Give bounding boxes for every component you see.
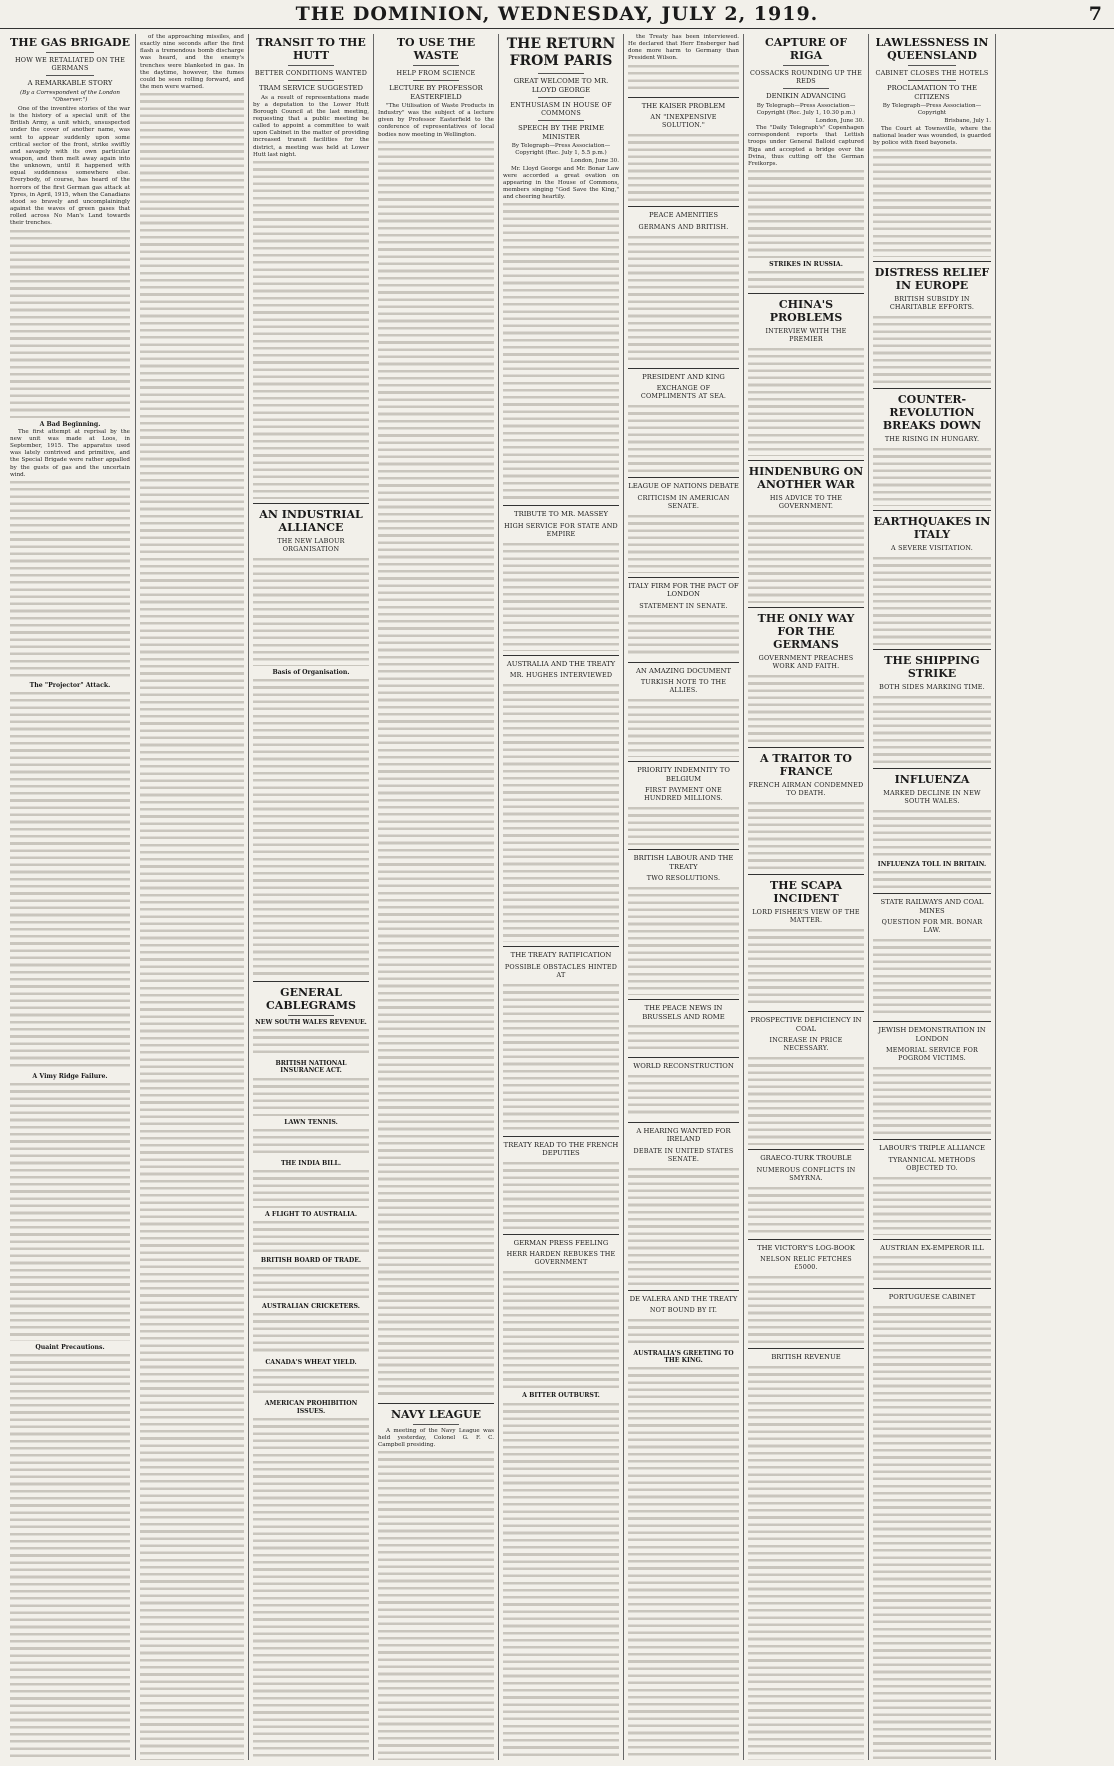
subheadline: SPEECH BY THE PRIME MINISTER — [518, 124, 604, 141]
headline: BRITISH LABOUR AND THE TREATY — [633, 854, 734, 871]
column-return-from-paris — [503, 34, 619, 1760]
page-number: 7 — [1088, 3, 1102, 25]
subheadline: CRITICISM IN AMERICAN SENATE. — [637, 493, 730, 510]
subheadline: NUMEROUS CONFLICTS IN SMYRNA. — [756, 1165, 856, 1182]
subheadline: LORD FISHER'S VIEW OF THE MATTER. — [752, 908, 860, 925]
column-rule — [743, 34, 744, 1760]
subheadline: CABINET CLOSES THE HOTELS — [875, 69, 989, 77]
subheadline: COSSACKS ROUNDING UP THE REDS — [750, 69, 862, 85]
headline: A HEARING WANTED FOR IRELAND — [636, 1126, 731, 1144]
subheadline: FIRST PAYMENT ONE HUNDRED MILLIONS. — [644, 786, 723, 803]
subheadline: TRAM SERVICE SUGGESTED — [259, 84, 363, 92]
cable-item: NEW SOUTH WALES REVENUE. — [255, 1019, 367, 1027]
column-rule — [498, 34, 499, 1760]
subheadline: GOVERNMENT PREACHES WORK AND FAITH. — [758, 654, 854, 671]
subheadline: LECTURE BY PROFESSOR EASTERFIELD — [389, 84, 483, 101]
subheadline: THE NEW LABOUR ORGANISATION — [277, 536, 345, 553]
subheadline: FRENCH AIRMAN CONDEMNED TO DEATH. — [748, 781, 864, 798]
article-body: The first attempt at reprisal by the new unit was made at Loos, in September, 1915. The apparatus used was lately contrived and primitive, and the Special Brigade were rather appalled by the gusts of gas and the uncertain wind. — [10, 428, 130, 478]
headline: TO USE THE WASTE — [396, 36, 476, 62]
subheadline: HOW WE RETALIATED ON THE GERMANS — [15, 56, 125, 72]
subheadline: ENTHUSIASM IN HOUSE OF COMMONS — [510, 101, 612, 117]
headline: PROSPECTIVE DEFICIENCY IN COAL — [750, 1016, 862, 1033]
headline: THE TREATY RATIFICATION — [510, 951, 612, 960]
subheadline: TURKISH NOTE TO THE ALLIES. — [640, 678, 727, 695]
subheadline: NELSON RELIC FETCHES £5000. — [760, 1255, 852, 1272]
headline: TREATY READ TO THE FRENCH DEPUTIES — [503, 1140, 619, 1158]
column-transit-hutt — [253, 34, 369, 1760]
headline: ITALY FIRM FOR THE PACT OF LONDON — [628, 581, 739, 599]
cable-item: A FLIGHT TO AUSTRALIA. — [264, 1210, 358, 1218]
article-body: of the approaching missiles, and exactly nine seconds after the first flash a tremendous bomb discharge was heard, and the enemy's trenches were blanketed in gas. In the daytime, however, the fumes could be seen rolling forward, and the men were warned. — [140, 34, 244, 91]
article-body: As a result of representations made by a deputation to the Lower Hutt Borough Council at the last meeting, requesting that a public meeting be called to appoint a committee to wait upon Cabinet in the matter of providing increased transit facilities for the district, a meeting was held at Lower Hutt last night. — [253, 94, 369, 158]
column-capture-of-riga — [748, 34, 864, 1760]
cable-item: LAWN TENNIS. — [284, 1118, 338, 1126]
section-heading: A Vimy Ridge Failure. — [32, 1072, 108, 1080]
cable-item: BRITISH NATIONAL INSURANCE ACT. — [275, 1060, 347, 1075]
headline: A TRAITOR TO FRANCE — [760, 752, 852, 779]
headline: GERMAN PRESS FEELING — [513, 1238, 609, 1247]
cable-item: AMERICAN PROHIBITION ISSUES. — [264, 1400, 358, 1415]
subheadline: MARKED DECLINE IN NEW SOUTH WALES. — [883, 789, 981, 806]
headline: LAWLESSNESS IN QUEENSLAND — [875, 36, 989, 62]
column-rule — [868, 34, 869, 1760]
subheadline: HIGH SERVICE FOR STATE AND EMPIRE — [504, 521, 618, 538]
headline: LABOUR'S TRIPLE ALLIANCE — [879, 1144, 985, 1153]
headline: CHINA'S PROBLEMS — [769, 298, 843, 325]
article-body: The "Daily Telegraph's" Copenhagen correspondent reports that Lettish troops under General Balloid captured Riga and accepted a bridge over the Dvina, thus cutting off the German Freikorps. — [748, 125, 864, 167]
headline: INFLUENZA — [894, 773, 970, 787]
headline: THE SCAPA INCIDENT — [769, 879, 843, 906]
subheadline: DEBATE IN UNITED STATES SENATE. — [633, 1146, 734, 1163]
subheadline: BRITISH SUBSIDY IN CHARITABLE EFFORTS. — [889, 295, 975, 312]
cable-item: AUSTRALIAN CRICKETERS. — [262, 1303, 360, 1311]
column-gas-brigade — [10, 34, 130, 1760]
subheadline: BOTH SIDES MARKING TIME. — [879, 683, 985, 692]
subheadline: HELP FROM SCIENCE — [396, 69, 476, 77]
headline: PEACE AMENITIES — [648, 211, 719, 220]
subheadline: QUESTION FOR MR. BONAR LAW. — [881, 918, 983, 935]
cable-item: BRITISH BOARD OF TRADE. — [260, 1257, 362, 1264]
headline: PRESIDENT AND KING — [642, 372, 725, 381]
dateline: By Telegraph—Press Association—Copyright (Rec. July 1, 10.30 p.m.) — [756, 102, 856, 116]
headline: GRAECO-TURK TROUBLE — [760, 1154, 852, 1163]
article-body: Mr. Lloyd George and Mr. Bonar Law were accorded a great ovation on appearing in the House of Commons, members singing "God Save the King," and cheering heartily. — [503, 165, 619, 201]
headline: AUSTRALIA AND THE TREATY — [506, 659, 616, 668]
place-date: Brisbane, July 1. — [944, 118, 991, 125]
headline: PORTUGUESE CABINET — [888, 1293, 976, 1302]
headline: NAVY LEAGUE — [390, 1407, 482, 1421]
column-rule — [248, 34, 249, 1760]
headline: BRITISH REVENUE — [771, 1353, 841, 1362]
subheadline: A SEVERE VISITATION. — [891, 544, 973, 553]
section-heading: AUSTRALIA'S GREETING TO THE KING. — [633, 1350, 734, 1365]
section-heading: A Bad Beginning. — [39, 420, 101, 428]
article-body: A meeting of the Navy League was held yesterday, Colonel G. F. C. Campbell presiding. — [378, 1427, 494, 1449]
byline: (By a Correspondent of the London "Observer.") — [20, 89, 120, 103]
section-heading: STRIKES IN RUSSIA. — [769, 261, 843, 269]
headline: PRIORITY INDEMNITY TO BELGIUM — [637, 766, 730, 783]
headline: THE VICTORY'S LOG-BOOK — [757, 1243, 855, 1252]
masthead-title: THE DOMINION, WEDNESDAY, JULY 2, 1919. — [295, 3, 819, 25]
subheadline: EXCHANGE OF COMPLIMENTS AT SEA. — [640, 384, 727, 401]
subheadline: STATEMENT IN SENATE. — [639, 601, 728, 610]
section-heading: A BITTER OUTBURST. — [522, 1392, 600, 1400]
subheadline: INTERVIEW WITH THE PREMIER — [765, 327, 847, 344]
subheadline: TWO RESOLUTIONS. — [646, 874, 721, 883]
place-date: London, June 30. — [570, 158, 619, 165]
subheadline: BETTER CONDITIONS WANTED — [254, 69, 368, 77]
headline: COUNTER-REVOLUTION BREAKS DOWN — [882, 393, 982, 433]
column-gas-brigade-continued — [140, 34, 244, 1760]
column-peace-news — [628, 34, 739, 1760]
headline: TRIBUTE TO MR. MASSEY — [514, 510, 608, 519]
column-use-the-waste — [378, 34, 494, 1760]
subheadline: MEMORIAL SERVICE FOR POGROM VICTIMS. — [885, 1046, 979, 1063]
column-rule — [135, 34, 136, 1760]
subheadline: A REMARKABLE STORY — [27, 79, 113, 87]
subheadline: GREAT WELCOME TO MR. LLOYD GEORGE — [513, 77, 609, 94]
headline: THE GAS BRIGADE — [10, 36, 130, 49]
headline: CAPTURE OF RIGA — [764, 36, 848, 62]
dateline: By Telegraph—Press Association—Copyright — [882, 103, 982, 117]
headline: AN AMAZING DOCUMENT — [635, 666, 732, 675]
dateline: By Telegraph—Press Association—Copyright (Rec. July 1, 5.5 p.m.) — [511, 143, 611, 157]
subheadline: THE RISING IN HUNGARY. — [884, 435, 980, 444]
subheadline: HIS ADVICE TO THE GOVERNMENT. — [769, 494, 843, 511]
subheadline: DENIKIN ADVANCING — [766, 92, 846, 100]
subheadline: AN "INEXPENSIVE SOLUTION." — [650, 113, 717, 130]
column-rule — [623, 34, 624, 1760]
headline: STATE RAILWAYS AND COAL MINES — [880, 898, 984, 915]
section-heading: The "Projector" Attack. — [29, 681, 111, 689]
subheadline: GERMANS AND BRITISH. — [638, 222, 729, 231]
place-date: London, June 30. — [815, 117, 864, 124]
headline: GENERAL CABLEGRAMS — [266, 986, 356, 1013]
cable-item: CANADA'S WHEAT YIELD. — [265, 1359, 357, 1367]
headline: TRANSIT TO THE HUTT — [256, 36, 366, 62]
column-rule — [995, 34, 996, 1760]
cable-item: THE INDIA BILL. — [280, 1159, 342, 1167]
article-body: "The Utilisation of Waste Products in Industry" was the subject of a lecture given by Professor Easterfield to the conference of representatives of local bodies now meeting in Wellington. — [378, 103, 494, 138]
subheadline: TYRANNICAL METHODS OBJECTED TO. — [888, 1155, 976, 1172]
subheadline: HERR HARDEN REBUKES THE GOVERNMENT — [506, 1250, 616, 1267]
headline: THE ONLY WAY FOR THE GERMANS — [757, 612, 855, 652]
headline: AUSTRIAN EX-EMPEROR ILL — [880, 1243, 984, 1252]
subheadline: MR. HUGHES INTERVIEWED — [509, 671, 613, 680]
headline: LEAGUE OF NATIONS DEBATE — [628, 482, 739, 491]
column-queensland — [873, 34, 991, 1760]
headline: DE VALERA AND THE TREATY — [629, 1294, 738, 1303]
article-body: The Court at Townsville, where the national leader was wounded, is guarded by police with fixed bayonets. — [873, 125, 991, 146]
headline: THE SHIPPING STRIKE — [884, 654, 980, 681]
subheadline: PROCLAMATION TO THE CITIZENS — [887, 84, 977, 101]
headline: WORLD RECONSTRUCTION — [633, 1062, 734, 1071]
headline: HINDENBURG ON ANOTHER WAR — [748, 465, 864, 492]
headline: AN INDUSTRIAL ALLIANCE — [259, 507, 363, 534]
headline: THE PEACE NEWS IN BRUSSELS AND ROME — [642, 1004, 725, 1021]
article-body: the Treaty has been interviewed. He declared that Herr Ensberger had done more harm to Germany than President Wilson. — [628, 34, 739, 62]
subheadline: INCREASE IN PRICE NECESSARY. — [769, 1036, 843, 1053]
masthead — [0, 0, 1114, 29]
section-heading: Basis of Organisation. — [272, 668, 350, 676]
subheadline: NOT BOUND BY IT. — [649, 1306, 718, 1315]
section-heading: Quaint Precautions. — [35, 1344, 105, 1352]
subheadline: POSSIBLE OBSTACLES HINTED AT — [504, 962, 618, 979]
section-heading: INFLUENZA TOLL IN BRITAIN. — [877, 861, 987, 869]
headline: THE RETURN FROM PARIS — [506, 36, 616, 69]
headline: DISTRESS RELIEF IN EUROPE — [874, 266, 990, 293]
column-rule — [373, 34, 374, 1760]
article-body: One of the inventive stories of the war is the history of a special unit of the British Army, a unit which, unsuspected under the cover of another name, was sent to appear suddenly upon some critical sector of the front, strike swiftly and savagely with its own particular weapon, and then melt away again into the unknown, until it happened with equal suddenness somewhere else. Everybody, of course, has heard of the horrors of the first German gas attack at Ypres, in April, 1915, when the Canadians stood so bravely and uncomplainingly against the waves of green gases that rolled across No Man's Land towards their trenches. — [10, 105, 130, 227]
headline: JEWISH DEMONSTRATION IN LONDON — [878, 1026, 986, 1043]
headline: THE KAISER PROBLEM — [641, 101, 726, 110]
headline: EARTHQUAKES IN ITALY — [873, 515, 991, 542]
